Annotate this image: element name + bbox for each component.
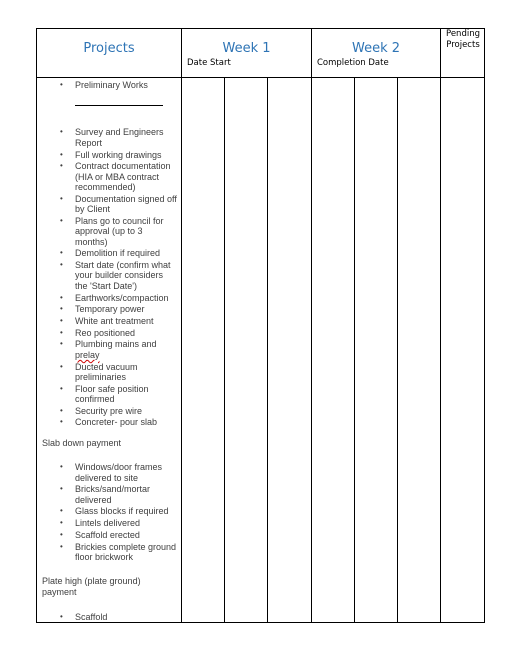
list-item [37, 406, 177, 416]
bullet-icon: • [60, 161, 63, 171]
plate-high-payment-heading: Plate high (plate ground) payment [42, 576, 141, 597]
list-item-text: Lintels delivered [75, 518, 141, 529]
list-item-text: Windows/door frames delivered to site [75, 462, 163, 483]
bullet-icon: • [60, 417, 63, 427]
list-item [37, 612, 177, 622]
table-right-border [484, 28, 485, 623]
bullet-icon: • [60, 260, 63, 270]
bullet-icon: • [60, 127, 63, 137]
bullet-icon: • [60, 518, 63, 528]
list-item-text: Documentation signed off by Client [75, 193, 177, 215]
column-divider [224, 77, 225, 623]
list-item [37, 260, 177, 291]
week2-header: Week 2 [351, 41, 401, 56]
bullet-icon: • [60, 506, 63, 516]
list-item-text: Survey and Engineers Report [75, 127, 164, 148]
projects-header: Projects [83, 41, 135, 56]
projects-list [37, 78, 177, 624]
list-item-text: Demolition if required [75, 248, 161, 259]
list-item-text: Full working drawings [75, 149, 162, 160]
bullet-icon: • [60, 541, 63, 551]
column-divider [181, 28, 182, 623]
pending-projects-header: Pending Projects [446, 29, 480, 50]
list-item [37, 194, 177, 215]
list-item [37, 506, 177, 516]
list-item-text: Contract documentation (HIA or MBA contract recommended) [75, 161, 171, 193]
table-top-border [36, 28, 485, 29]
list-item [37, 339, 177, 360]
bullet-icon: • [60, 383, 63, 393]
bullet-icon: • [60, 80, 63, 89]
bullet-icon: • [60, 529, 63, 539]
list-item-text: Plans go to council for approval (up to 3 months) [75, 215, 164, 247]
list-item [37, 384, 177, 405]
list-item-text: Brickies complete ground floor brickwork [75, 541, 177, 562]
date-start-label: Date Start [187, 58, 231, 68]
bullet-icon: • [60, 327, 63, 337]
list-item [37, 417, 177, 427]
bullet-icon: • [60, 484, 63, 494]
bullet-icon: • [60, 612, 63, 622]
list-item [37, 530, 177, 540]
list-item-text: Plumbing mains and [75, 339, 157, 350]
list-item [37, 80, 177, 106]
list-item [37, 248, 177, 258]
list-item [37, 316, 177, 326]
list-item [37, 127, 177, 148]
list-item [37, 362, 177, 383]
column-divider [267, 77, 268, 623]
list-item [37, 328, 177, 338]
list-item [37, 484, 177, 505]
list-item-text: Floor safe position confirmed [75, 383, 149, 405]
completion-date-label: Completion Date [317, 58, 389, 68]
list-item-text: White ant treatment [75, 315, 154, 326]
bullet-icon: • [60, 304, 63, 314]
bullet-icon: • [60, 405, 63, 415]
week1-header: Week 1 [222, 41, 271, 56]
list-item-text: Preliminary Works [75, 80, 148, 90]
list-item [37, 304, 177, 314]
column-divider [354, 77, 355, 623]
list-item-text: Earthworks/compaction [75, 292, 169, 303]
list-item-text: Security pre wire [75, 405, 143, 416]
bullet-icon: • [60, 215, 63, 225]
list-item [37, 542, 177, 563]
bullet-icon: • [60, 462, 63, 472]
bullet-icon: • [60, 315, 63, 325]
list-item-text: Start date (confirm what your builder considers the 'Start Date') [75, 260, 171, 291]
bullet-icon: • [60, 339, 63, 349]
bullet-icon: • [60, 248, 63, 258]
list-item-text: Scaffold [75, 612, 108, 623]
column-divider [397, 77, 398, 623]
bullet-icon: • [60, 149, 63, 159]
list-item [37, 216, 177, 247]
column-divider [440, 28, 441, 623]
blank-underline [75, 105, 163, 106]
list-item-text: Ducted vacuum preliminaries [75, 361, 138, 382]
list-item-text: Bricks/sand/mortar delivered [75, 484, 151, 505]
list-item-text: Temporary power [75, 304, 145, 315]
list-item-text: Glass blocks if required [75, 506, 169, 517]
misspelled-word: prelay [75, 349, 100, 360]
list-item [37, 161, 177, 192]
list-item [37, 150, 177, 160]
list-item [37, 518, 177, 528]
slab-down-payment-heading: Slab down payment [42, 437, 122, 448]
list-item-text: Scaffold erected [75, 529, 140, 540]
column-divider [311, 28, 312, 623]
bullet-icon: • [60, 361, 63, 371]
list-item-text: Concreter- pour slab [75, 417, 158, 428]
bullet-icon: • [60, 292, 63, 302]
list-item-text: Reo positioned [75, 327, 136, 338]
list-item [37, 462, 177, 483]
bullet-icon: • [60, 193, 63, 203]
list-item [37, 293, 177, 303]
